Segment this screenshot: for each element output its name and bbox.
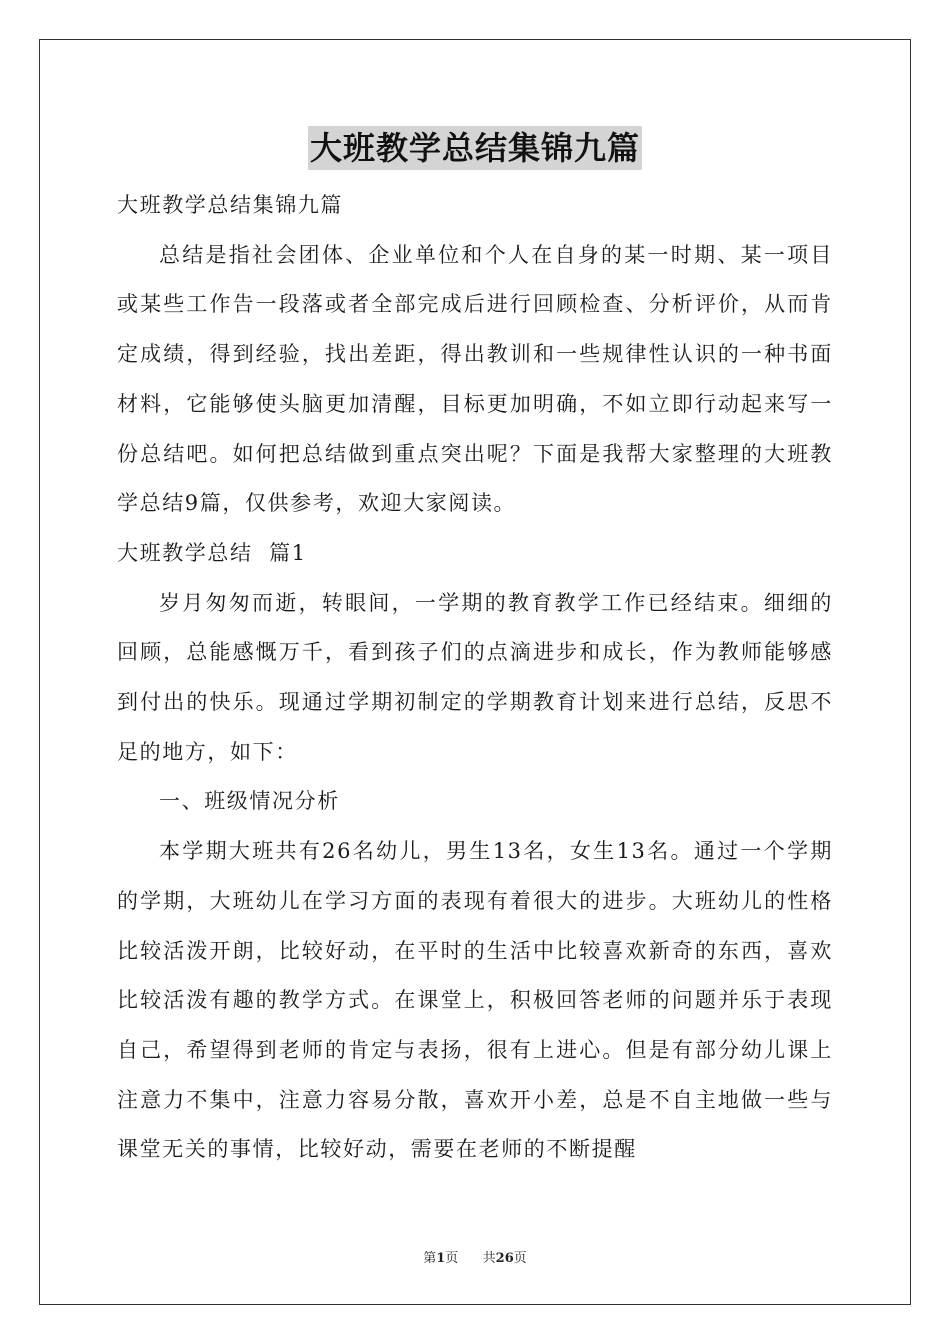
footer-suffix: 页 — [513, 1251, 527, 1266]
subheading: 一、班级情况分析 — [159, 789, 340, 814]
intro-paragraph: 总结是指社会团体、企业单位和个人在自身的某一时期、某一项目或某些工作告一段落或者全部完成后进行回顾检查、分析评价，从而肯定成绩，得到经验，找出差距，得出教训和一些规律性认识的一种书面材料，它能够使头脑更加清醒，目标更加明确，不如立即行动起来写一份总结吧。如何把总结做到重点突出呢？下面是我帮大家整理的大班教学总结9篇，仅供参考，欢迎大家阅读。 — [117, 242, 833, 516]
section-heading: 大班教学总结 篇1 — [117, 540, 307, 565]
footer-current-page: 1 — [436, 1251, 446, 1266]
body-paragraph: 岁月匆匆而逝，转眼间，一学期的教育教学工作已经结束。细细的回顾，总能感慨万千，看到孩子们的点滴进步和成长，作为教师能够感到付出的快乐。现通过学期初制定的学期教育计划来进行总结，反思不足的地方，如下： — [117, 590, 833, 764]
footer-mid: 页 共 — [445, 1251, 496, 1266]
document-subtitle: 大班教学总结集锦九篇 — [117, 193, 343, 217]
page-footer — [0, 1247, 950, 1266]
title-container — [0, 126, 950, 170]
footer-prefix: 第 — [423, 1251, 437, 1266]
document-title: 大班教学总结集锦九篇 — [308, 126, 642, 170]
document-body — [117, 181, 833, 1175]
footer-total-pages: 26 — [495, 1251, 514, 1266]
body-paragraph: 本学期大班共有26名幼儿，男生13名，女生13名。通过一个学期的学期，大班幼儿在学习方面的表现有着很大的进步。大班幼儿的性格比较活泼开朗，比较好动，在平时的生活中比较喜欢新奇的东西，喜欢比较活泼有趣的教学方式。在课堂上，积极回答老师的问题并乐于表现自己，希望得到老师的肯定与表扬，很有上进心。但是有部分幼儿课上注意力不集中，注意力容易分散，喜欢开小差，总是不自主地做一些与课堂无关的事情，比较好动，需要在老师的不断提醒 — [117, 839, 833, 1162]
